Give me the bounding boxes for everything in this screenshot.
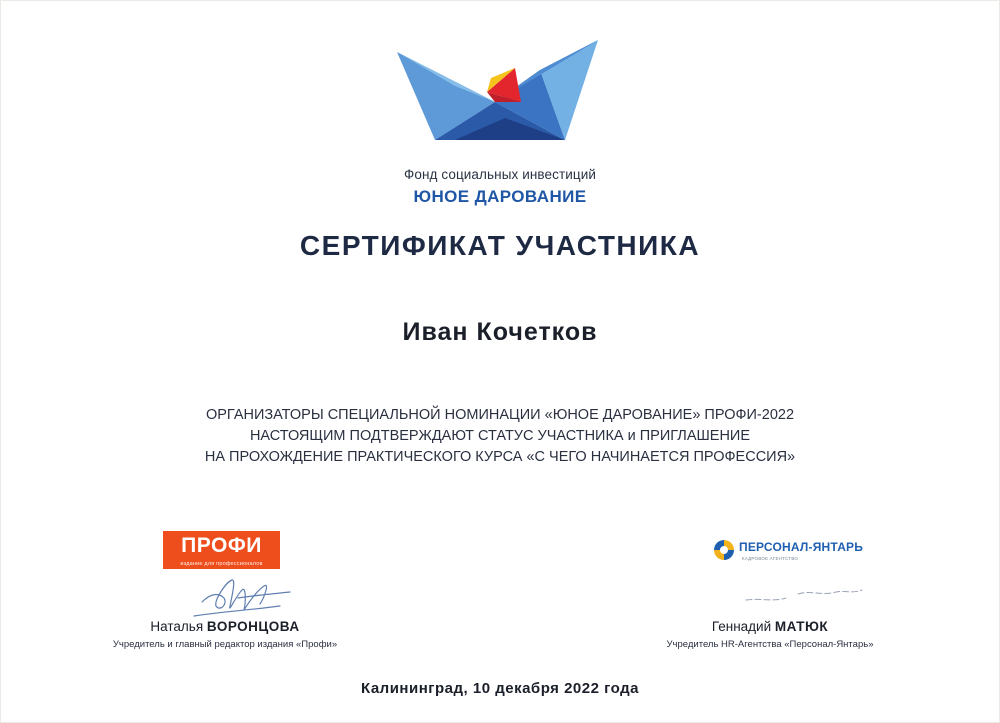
signer-left-last-name: ВОРОНЦОВА xyxy=(206,619,300,634)
signature-right xyxy=(740,580,870,610)
fund-name: ЮНОЕ ДАРОВАНИЕ xyxy=(413,187,587,206)
signer-left-first-name: Наталья xyxy=(150,619,204,634)
personal-yantar-logo-text: ПЕРСОНАЛ-ЯНТАРЬ xyxy=(739,540,864,554)
city-date: Калининград, 10 декабря 2022 года xyxy=(360,680,639,697)
signer-left-role: Учредитель и главный редактор издания «Профи» xyxy=(112,639,338,650)
profi-logo-text: ПРОФИ xyxy=(181,534,262,557)
signer-left xyxy=(90,619,360,650)
sun-swirl-logo-icon xyxy=(712,538,736,562)
signer-right xyxy=(660,619,880,650)
fund-subtitle: Фонд социальных инвестиций xyxy=(403,167,597,182)
signer-right-role: Учредитель HR-Агентства «Персонал-Янтарь» xyxy=(666,639,874,650)
signer-right-last-name: МАТЮК xyxy=(774,619,829,634)
signer-right-first-name: Геннадий xyxy=(711,619,772,634)
recipient-name: Иван Кочетков xyxy=(402,318,598,346)
body-line: ОРГАНИЗАТОРЫ СПЕЦИАЛЬНОЙ НОМИНАЦИИ «ЮНОЕ ДАРОВАНИЕ» ПРОФИ-2022 xyxy=(205,407,795,423)
personal-yantar-logo xyxy=(712,536,864,566)
certificate-body xyxy=(0,405,1000,468)
body-line: НАСТОЯЩИМ ПОДТВЕРЖДАЮТ СТАТУС УЧАСТНИКА и ПРИГЛАШЕНИЕ xyxy=(249,428,751,444)
signer-right-name xyxy=(660,619,880,634)
profi-logo xyxy=(163,531,280,569)
profi-logo-tagline: издание для профессионалов xyxy=(180,561,263,567)
certificate-title: СЕРТИФИКАТ УЧАСТНИКА xyxy=(299,230,701,261)
signer-left-name xyxy=(90,619,360,634)
personal-yantar-logo-tagline: КАДРОВОЕ АГЕНТСТВО xyxy=(742,556,799,561)
paper-boat-logo-icon xyxy=(395,40,600,145)
signature-left xyxy=(180,572,300,622)
body-line: НА ПРОХОЖДЕНИЕ ПРАКТИЧЕСКОГО КУРСА «С ЧЕГО НАЧИНАЕТСЯ ПРОФЕССИЯ» xyxy=(204,449,796,465)
